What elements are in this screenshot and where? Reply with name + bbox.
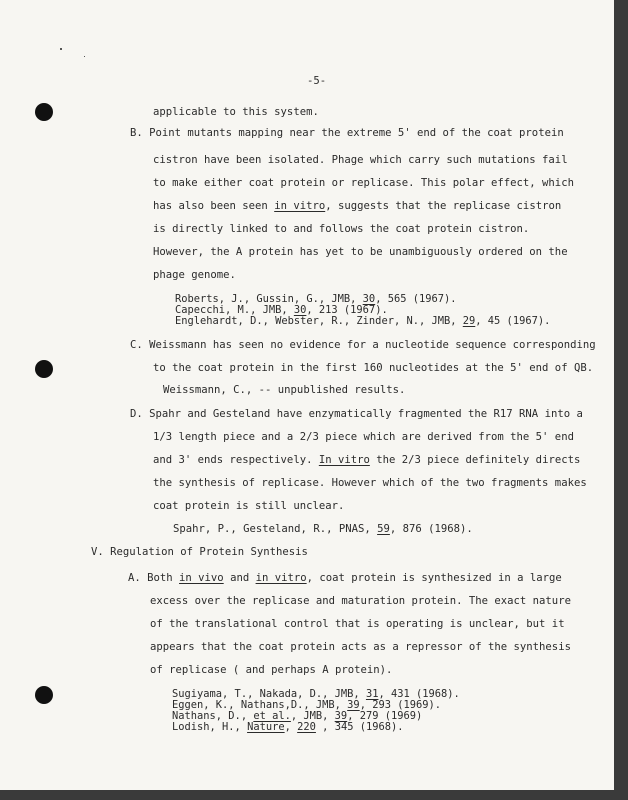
text-run: V. Regulation of Protein Synthesis	[91, 546, 308, 558]
text-run: and 3' ends respectively.	[153, 454, 319, 466]
text-run: A. Both	[128, 572, 180, 584]
underlined-text: 39	[347, 699, 360, 711]
text-run: , suggests that the replicase cistron	[325, 200, 562, 212]
text-run: , 293 (1969).	[359, 699, 442, 711]
text-run: , JMB,	[290, 710, 335, 722]
text-run: However, the A protein has yet to be unambiguously ordered on the	[153, 246, 568, 258]
text-run: phage genome.	[153, 269, 236, 281]
text-line	[153, 363, 593, 374]
text-line	[150, 642, 571, 653]
binder-hole	[35, 360, 53, 378]
text-line	[91, 547, 308, 558]
underlined-text: in vitro	[274, 200, 326, 212]
text-run: , 876 (1968).	[389, 523, 473, 535]
text-run: Weissmann, C., -- unpublished results.	[163, 384, 406, 396]
reference-line	[172, 722, 404, 732]
text-run: , 431 (1968).	[378, 688, 460, 700]
text-run: , coat protein is synthesized in a large	[306, 572, 562, 584]
text-line	[153, 478, 587, 489]
text-run: to the coat protein in the first 160 nucleotides at the 5' end of QB.	[153, 362, 594, 374]
underlined-text: 39	[334, 710, 348, 722]
text-line	[153, 224, 529, 235]
text-line	[130, 128, 564, 139]
text-run: to make either coat protein or replicase. This polar effect, which	[153, 177, 574, 189]
text-run: Nathans, D.,	[172, 710, 254, 722]
text-line	[153, 107, 319, 118]
text-run: Roberts, J., Gussin, G., JMB,	[175, 293, 363, 305]
text-line	[150, 665, 392, 676]
text-run: applicable to this system.	[153, 106, 319, 118]
underlined-text: 59	[377, 523, 390, 535]
text-run: and	[223, 572, 256, 584]
underlined-text: 29	[462, 315, 476, 327]
text-run: ,	[284, 721, 298, 733]
text-run: Sugiyama, T., Nakada, D., JMB,	[172, 688, 366, 700]
text-run: appears that the coat protein acts as a repressor of the synthesis	[150, 641, 571, 653]
text-run: Englehardt, D., Webster, R., Zinder, N., JMB,	[175, 315, 463, 327]
text-run: C. Weissmann has seen no evidence for a nucleotide sequence corresponding	[130, 339, 596, 351]
text-run: 1/3 length piece and a 2/3 piece which are derived from the 5' end	[153, 431, 574, 443]
text-run: , 45 (1967).	[475, 315, 551, 327]
text-line	[153, 501, 344, 512]
binder-hole	[35, 103, 53, 121]
scan-background	[614, 0, 628, 800]
underlined-text: 30	[362, 293, 376, 305]
underlined-text: In vitro	[318, 454, 370, 466]
text-line	[128, 573, 562, 584]
text-line	[153, 455, 580, 466]
text-run: Spahr, P., Gesteland, R., PNAS,	[173, 523, 378, 535]
text-run: of replicase ( and perhaps A protein).	[150, 664, 393, 676]
text-run: coat protein is still unclear.	[153, 500, 345, 512]
text-run: is directly linked to and follows the coat protein cistron.	[153, 223, 530, 235]
text-line	[153, 247, 568, 258]
text-line	[163, 385, 405, 396]
underlined-text: in vivo	[179, 572, 224, 584]
text-run: , 345 (1968).	[315, 721, 404, 733]
text-run: cistron have been isolated. Phage which carry such mutations fail	[153, 154, 568, 166]
text-line	[153, 270, 236, 281]
binder-hole	[35, 686, 53, 704]
text-line	[150, 619, 565, 630]
text-run: the synthesis of replicase. However which of the two fragments makes	[153, 477, 587, 489]
text-line	[173, 524, 473, 535]
text-run: Eggen, K., Nathans,D., JMB,	[172, 699, 348, 711]
text-line	[153, 155, 568, 166]
text-line	[153, 178, 574, 189]
underlined-text: 30	[293, 304, 307, 316]
page-number: -5-	[307, 75, 327, 87]
underlined-text: 220	[297, 721, 316, 733]
reference-line	[175, 316, 550, 326]
text-line	[153, 201, 561, 212]
text-line	[153, 432, 574, 443]
text-run: excess over the replicase and maturation protein. The exact nature	[150, 595, 571, 607]
scan-speck	[60, 48, 62, 50]
reference-line	[175, 294, 457, 304]
text-run: , 565 (1967).	[375, 293, 457, 305]
text-run: of the translational control that is operating is unclear, but it	[150, 618, 565, 630]
scan-speck	[84, 56, 85, 57]
underlined-text: Nature	[247, 721, 285, 733]
underlined-text: et al.	[253, 710, 291, 722]
underlined-text: in vitro	[255, 572, 307, 584]
reference-line	[172, 689, 460, 699]
text-run: , 213 (1967).	[306, 304, 388, 316]
text-line	[130, 409, 583, 420]
text-run: , 279 (1969)	[347, 710, 423, 722]
reference-line	[172, 711, 422, 721]
text-run: D. Spahr and Gesteland have enzymatically fragmented the R17 RNA into a	[130, 408, 583, 420]
scan-background	[0, 790, 628, 800]
text-run: has also been seen	[153, 200, 275, 212]
text-line	[150, 596, 571, 607]
underlined-text: 31	[365, 688, 379, 700]
text-run: Capecchi, M., JMB,	[175, 304, 294, 316]
reference-line	[175, 305, 388, 315]
text-run: the 2/3 piece definitely directs	[369, 454, 581, 466]
reference-line	[172, 700, 441, 710]
text-run: B. Point mutants mapping near the extreme 5' end of the coat protein	[130, 127, 564, 139]
text-line	[130, 340, 596, 351]
text-run: Lodish, H.,	[172, 721, 248, 733]
